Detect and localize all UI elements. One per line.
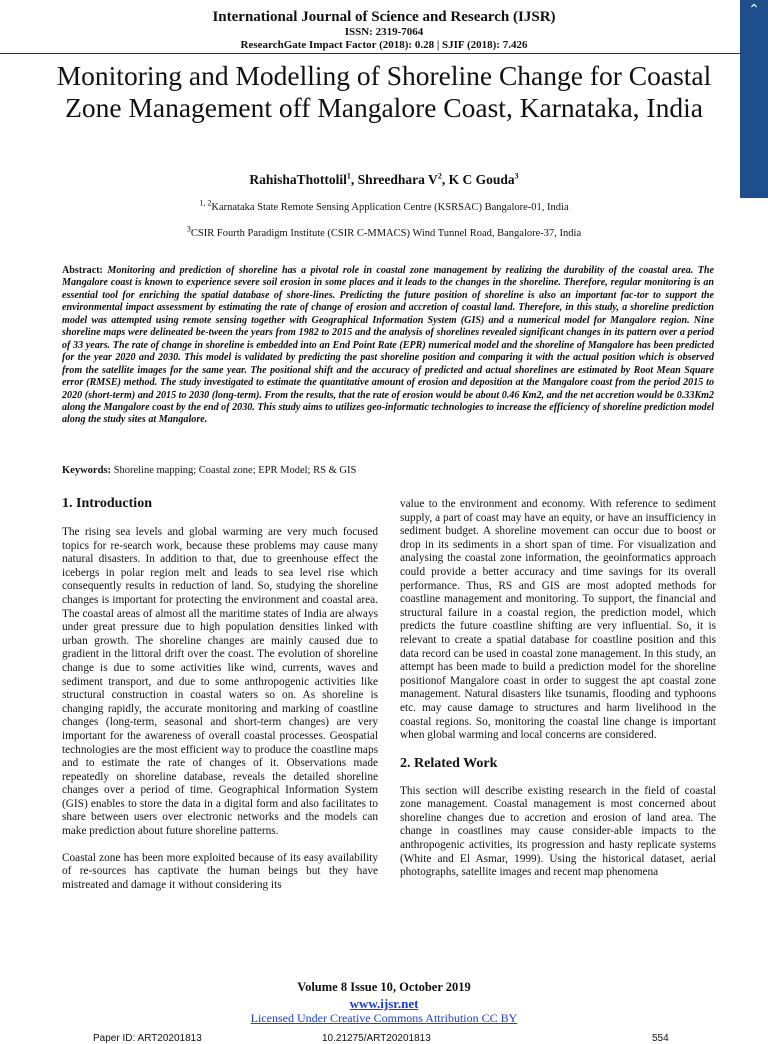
left-column	[62, 496, 378, 905]
intro-paragraph-1: The rising sea levels and global warming are very much focused topics for re-search work, because these problems may cause many natural disasters. In addition to that, due to greenhouse effect the icebergs in polar region melt and leads to sea level rise which consequently results in reduction of land. So, studying the shoreline changes is important for protecting the environment and coastal area. The coastal areas of almost all the maritime states of India are always under great pressure due to high population densities linked with urban growth. The shoreline changes are mainly caused due to gradient in the littoral drift over the coast. The evolution of shoreline change is due to some activities like wind, currents, waves and sediment transport, and due to some anthropogenic activities like structural construction in coastal waters so on. As shoreline is changing rapidly, the accurate monitoring and marking of coastline changes (long-term, seasonal and short-term changes) are very important for the awareness of overall coastal processes. Geospatial technologies are the most efficient way to produce the coastline maps and to estimate the rate of changes of it. Observations made repeatedly on shoreline database, reveals the detailed shoreline changes over a period of time. Geographical Information System (GIS) enables to store the data in a digital form and also facilitates to share between users over electronic networks and the models can make prediction about future shoreline patterns.	[62, 526, 378, 838]
related-heading: 2. Related Work	[400, 755, 498, 771]
affiliation-1	[0, 198, 768, 213]
journal-name: International Journal of Science and Research (IJSR)	[212, 9, 556, 25]
author-1: RahishaThottolil	[249, 172, 347, 187]
issn: ISSN: 2319-7064	[344, 26, 424, 38]
keywords-label: Keywords:	[62, 465, 111, 476]
intro-heading: 1. Introduction	[62, 496, 152, 511]
paper-id: Paper ID: ART20201813	[93, 1033, 202, 1044]
author-3-sup: 3	[514, 171, 519, 181]
author-3: K C Gouda	[448, 172, 515, 187]
impact-factor: ResearchGate Impact Factor (2018): 0.28 | SJIF (2018): 7.426	[240, 39, 528, 51]
abstract-text: Monitoring and prediction of shoreline has a pivotal role in coastal zone management by realizing the durability of the coastal area. The Mangalore coast is known to experience severe soil erosion in some places and it leads to the changes in the shoreline. Therefore, regular monitoring is an essential tool for enriching the spatial database of shore-lines. Predicting the future position of shoreline is also an important fac-tor to support the environmental impact assessment by estimating the rate of change of erosion and accretion of coastal land. Therefore, in this study, a shoreline prediction model was attempted using remote sensing together with Geographical Information System (GIS) and a numerical model for Mangalore region. Nine shoreline maps were delineated be-tween the years from 1982 to 2015 and the analysis of shorelines revealed significant changes in its pattern over a period of 33 years. The rate of change in shoreline is embedded into an End Point Rate (EPR) numerical model and the shoreline of Mangalore has been predicted for the year 2020 and 2030. This model is validated by predicting the past shoreline position and comparing it with the actual position which is observed from the satellite images for the same year. The positional shift and the accuracy of predicted and actual shorelines are estimated by Root Mean Square error (RMSE) method. The study investigated to estimate the quantitative amount of erosion and deposition at the Mangalore coast from the period 2015 to 2020 (short-term) and 2015 to 2030 (long-term). From the results, that the rate of erosion would be about 0.46 Km2, and the net accretion would be 0.33Km2 along the Mangalore coast by the end of 2030. This study aims to utilizes geo-informatic technologies to increase the efficiency of shoreline prediction model along the study sites at Mangalore.	[62, 265, 714, 426]
paper-title: Monitoring and Modelling of Shoreline Change for Coastal Zone Management off Mangalore Coast, Karnataka, India	[56, 60, 712, 123]
keywords	[62, 465, 714, 476]
journal-link[interactable]: www.ijsr.net	[349, 996, 419, 1011]
scroll-tab[interactable]	[740, 0, 768, 198]
author-list: RahishaThottolil$^1$, Shreedhara $V^2$, K C Gouda$^3$	[249, 171, 519, 187]
abstract	[62, 265, 714, 427]
right-column	[400, 498, 716, 893]
affiliation-2-text: CSIR Fourth Paradigm Institute (CSIR C-MMACS) Wind Tunnel Road, Bangalore-37, India	[190, 228, 582, 239]
related-paragraph-1: This section will describe existing research in the field of coastal zone management. Coastal management is most concerned about shoreline changes due to accretion and erosion of land area. The change in coastlines may cause consider-able impacts to the anthropogenic activities, its progression and hasty replicate systems (White and El Asmar, 1999). Using the historical dataset, aerial photographs, satellite images and recent map phenomena	[400, 784, 716, 879]
affiliation-1-text: Karnataka State Remote Sensing Application Centre (KSRSAC) Bangalore-01, India	[211, 202, 569, 213]
affiliation-1-sup: 1, 2	[199, 198, 212, 208]
page-number: 554	[652, 1033, 669, 1044]
intro-paragraph-3: value to the environment and economy. With reference to sediment supply, a part of coast may have an equity, or have an insufficiency in sediment budget. A shoreline movement can occur due to boost or drop in its sediments in a short span of time. For visualization and analysing the coastal zone information, the geoinformatics approach could provide a better accuracy and time savings for its overall performance. Thus, RS and GIS are most adopted methods for coastline management and monitoring. To support, the financial and structural failure in a coastal region, the prediction model, which predicts the future coastline shifting are very influential. So, it is relevant to create a spatial database for coastline position and this data record can be used in coastal zone management. In this study, an attempt has been made to build a prediction model for the shoreline positionof Mangalore coast in order to suggest the apt coastal zone management. Natural disasters like tsunamis, flooding and typhoons etc. may cause damage to structures and harm livelihood in the coastal regions. So, monitoring the coastal line change is important when global warming and local concerns are considered.	[400, 498, 716, 742]
chevron-up-icon[interactable]: ⌃	[748, 2, 760, 18]
intro-paragraph-2: Coastal zone has been more exploited because of its easy availability of re-sources has captivate the human beings but they have mistreated and damage it without considering its	[62, 851, 378, 891]
volume-info: Volume 8 Issue 10, October 2019	[297, 980, 471, 994]
license-link[interactable]: Licensed Under Creative Commons Attribution CC BY	[250, 1011, 518, 1025]
affiliation-2-sup: 3	[186, 224, 191, 234]
affiliation-2	[0, 224, 768, 239]
journal-header	[0, 9, 768, 52]
keywords-text: Shoreline mapping; Coastal zone; EPR Model; RS & GIS	[113, 465, 357, 476]
abstract-label: Abstract:	[62, 265, 103, 276]
author-2-sup: 2	[437, 171, 442, 181]
author-2: Shreedhara V	[357, 172, 438, 187]
author-1-sup: 1	[346, 171, 351, 181]
doi: 10.21275/ART20201813	[322, 1033, 431, 1044]
header-rule	[0, 53, 740, 54]
